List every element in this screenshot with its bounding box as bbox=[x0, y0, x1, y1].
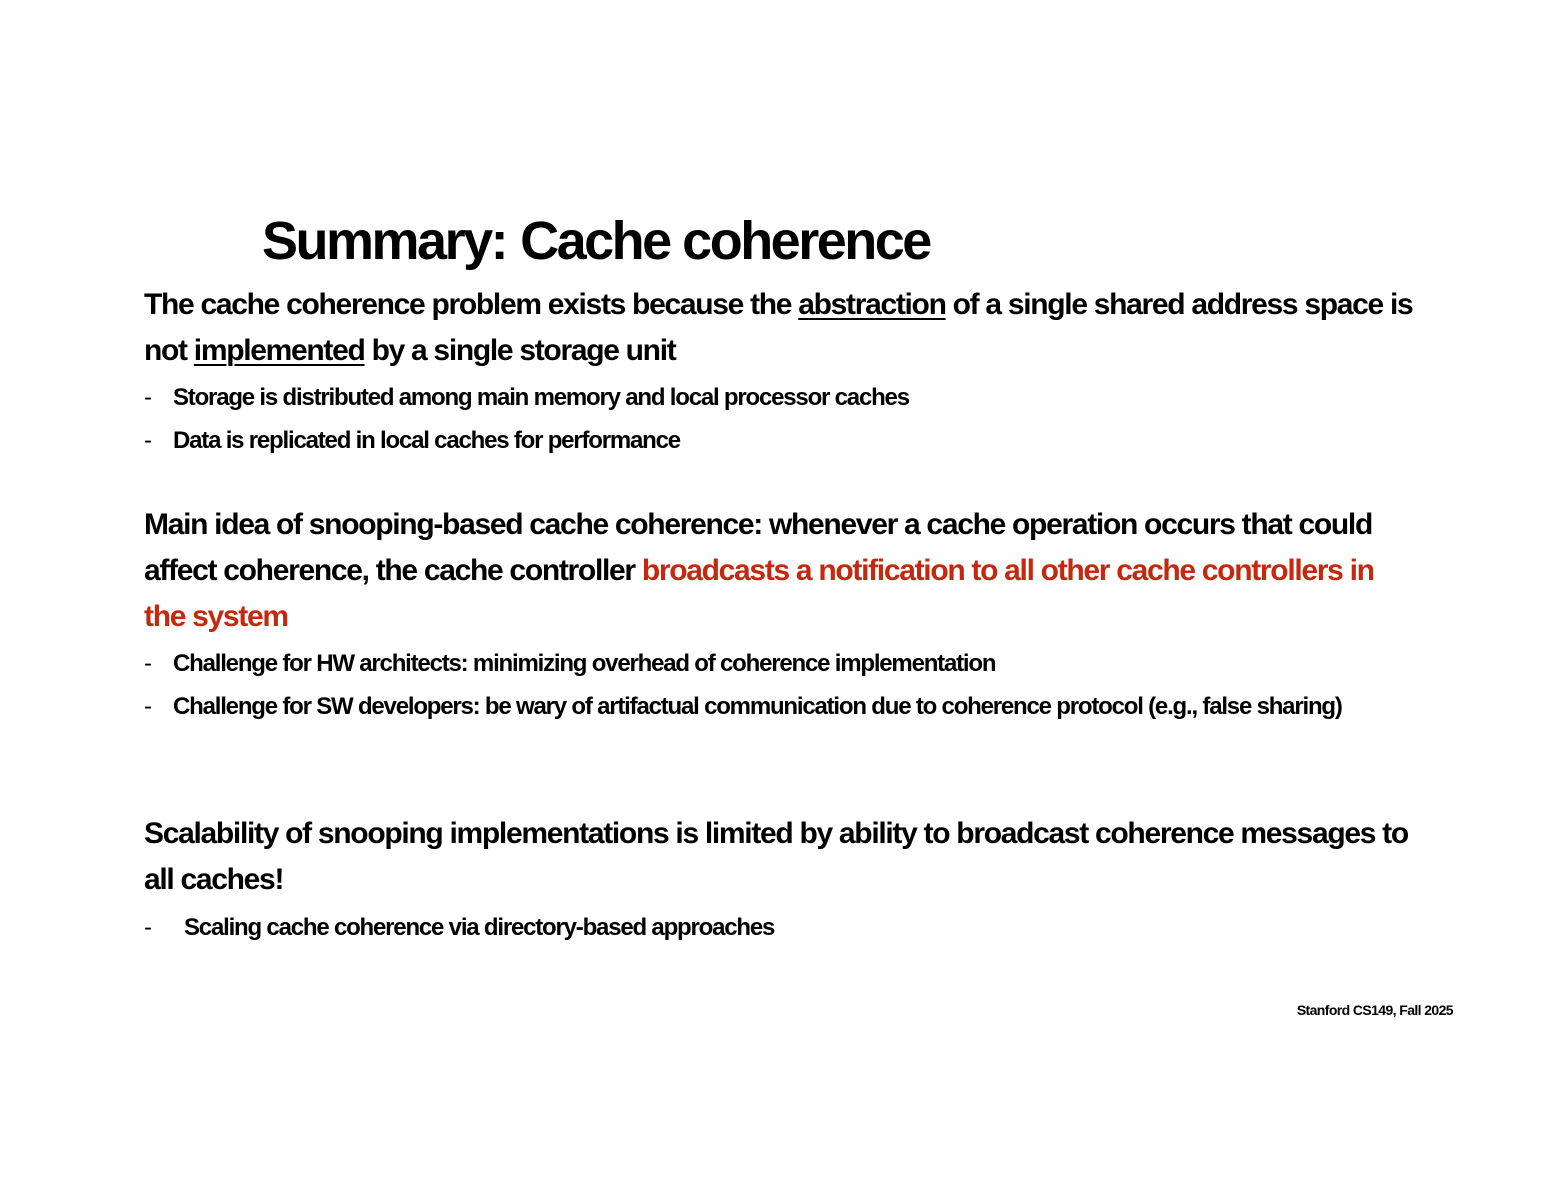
section-scalability bbox=[144, 811, 1414, 947]
coherence-problem-bullets bbox=[144, 379, 1414, 460]
bullet-dash: - bbox=[144, 427, 151, 454]
statement-text-c: by a single storage unit bbox=[364, 334, 676, 367]
snooping-challenge-bullets bbox=[144, 645, 1414, 726]
section-coherence-problem bbox=[144, 282, 1414, 460]
bullet-text: Storage is distributed among main memory and local processor caches bbox=[173, 384, 909, 411]
scalability-statement: Scalability of snooping implementations is limited by ability to broadcast coherence messages to all caches! bbox=[144, 817, 1408, 896]
coherence-problem-statement bbox=[144, 282, 1414, 374]
slide-footer: Stanford CS149, Fall 2025 bbox=[1296, 1002, 1453, 1018]
snooping-idea-statement bbox=[144, 502, 1414, 640]
bullet-dash: - bbox=[144, 384, 151, 411]
section-snooping-idea bbox=[144, 502, 1414, 726]
broadcast-highlight: broadcasts a notification to all other cache controllers in the system bbox=[144, 554, 1374, 633]
list-item bbox=[144, 422, 1414, 460]
snooping-text: Main idea of snooping-based cache coherence: whenever a cache operation occurs that could affect coherence, the cache controller bbox=[144, 508, 1372, 587]
bullet-text: Challenge for SW developers: be wary of artifactual communication due to coherence protocol (e.g., false sharing) bbox=[173, 693, 1342, 720]
list-item bbox=[144, 909, 1414, 947]
list-item bbox=[144, 645, 1414, 683]
scalability-bullets bbox=[144, 909, 1414, 947]
title-part-1: Summary: bbox=[262, 211, 507, 271]
bullet-text: Scaling cache coherence via directory-based approaches bbox=[184, 914, 775, 941]
statement-text-a: The cache coherence problem exists because the bbox=[144, 288, 799, 321]
bullet-text: Challenge for HW architects: minimizing overhead of coherence implementation bbox=[173, 650, 996, 677]
bullet-text: Data is replicated in local caches for performance bbox=[173, 427, 680, 454]
statement-text-b: of a single shared address space is not bbox=[144, 288, 1413, 367]
list-item bbox=[144, 688, 1414, 726]
slide-title bbox=[262, 206, 930, 276]
underlined-abstraction: abstraction bbox=[798, 288, 946, 321]
bullet-dash: - bbox=[144, 693, 151, 720]
list-item bbox=[144, 379, 1414, 417]
title-part-2: Cache coherence bbox=[520, 211, 930, 271]
bullet-dash: - bbox=[144, 914, 151, 941]
underlined-implemented: implemented bbox=[193, 334, 365, 367]
bullet-dash: - bbox=[144, 650, 151, 677]
